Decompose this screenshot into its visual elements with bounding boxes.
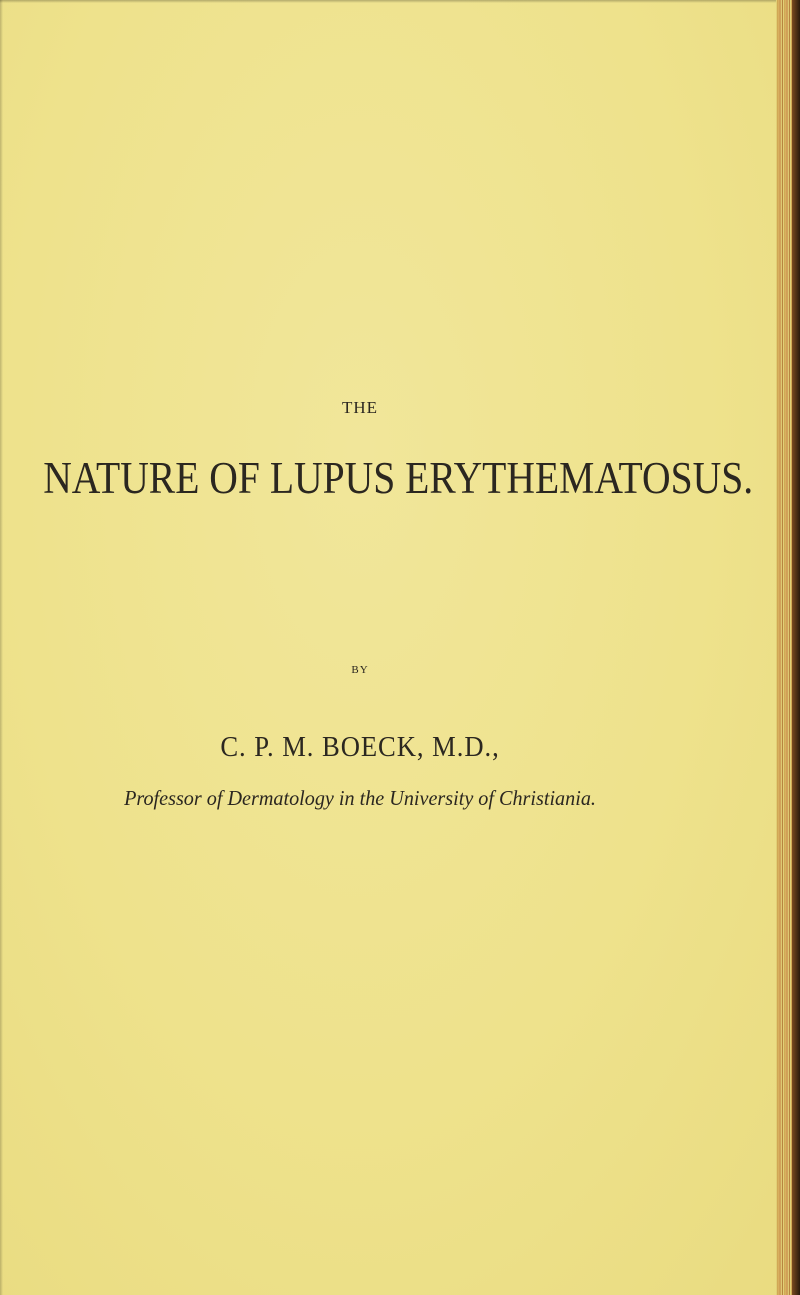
page-top-shadow bbox=[0, 0, 780, 3]
author-affiliation: Professor of Dermatology in the University of Christiania. bbox=[124, 786, 596, 810]
author-name: C. P. M. BOECK, M.D., bbox=[220, 732, 500, 763]
title-article: THE bbox=[341, 398, 379, 417]
by-line: BY bbox=[351, 664, 369, 676]
page-stack-edge bbox=[776, 0, 800, 1295]
page-left-shadow bbox=[0, 0, 3, 1295]
book-title: NATURE OF LUPUS ERYTHEMATOSUS. bbox=[43, 453, 754, 503]
